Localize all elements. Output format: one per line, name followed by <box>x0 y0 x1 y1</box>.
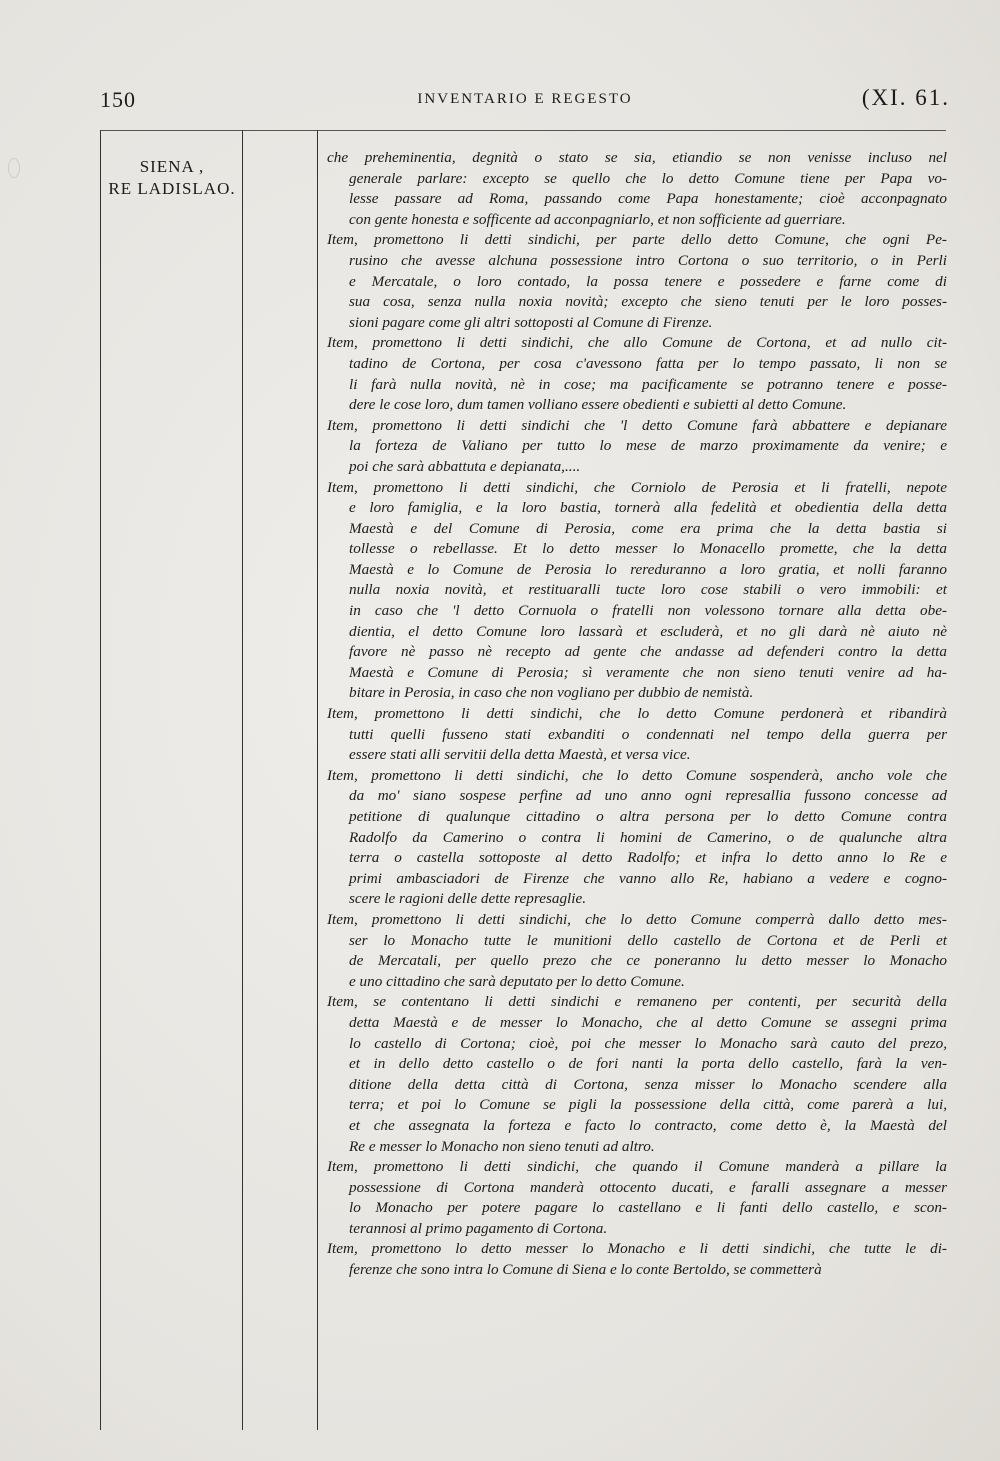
text-line: Re e messer lo Monacho non sieno tenuti ad altro. <box>349 1137 655 1155</box>
text-line: lo Monacho per potere pagare lo castellano e li fanti dello castello, e scon- <box>349 1199 947 1217</box>
page-number: 150 <box>100 87 136 112</box>
text-line: da mo' siano sospese perfine ad uno anno ogni represallia fussono concesse ad <box>349 787 947 805</box>
text-line: Radolfo da Camerino o contra li homini de Camerino, o de qualunche altra <box>349 828 947 846</box>
text-line: rusino che avesse alchuna possessione intro Cortona o suo territorio, o in Perli <box>349 251 947 269</box>
text-line: nulla noxia novità, et restituaralli tucte loro cose stabili o vero immobili: et <box>349 581 947 599</box>
text-line: Maestà e Comune di Perosia; sì veramente che non sieno tenuti venire ad ha- <box>349 663 947 681</box>
text-line: Item, promettono li detti sindichi, che allo Comune de Cortona, et ad nullo cit- <box>327 334 947 352</box>
margin-mark <box>8 158 20 178</box>
text-line: Item, se contentano li detti sindichi e remaneno per contenti, per securità della <box>327 993 947 1011</box>
text-line: Item, promettono li detti sindichi, che quando il Comune manderà a pillare la <box>327 1158 947 1176</box>
text-line: tutti quelli fusseno stati exbanditi o condennati nel tempo della guerra per <box>349 725 947 743</box>
text-line: sua cosa, senza nulla noxia novità; excepto che sieno tenuti per le loro posses- <box>349 293 947 311</box>
text-line: sioni pagare come gli altri sottoposti al Comune di Firenze. <box>349 313 713 331</box>
text-line: Maestà e lo Comune de Perosia lo rereduranno a loro gratia, et nolli faranno <box>349 560 947 578</box>
margin-heading-king: RE LADISLAO. <box>108 179 236 198</box>
text-line: tadino de Cortona, per cosa c'avessono fatta per lo tempo passato, li non se <box>349 354 947 372</box>
column-rule-left <box>100 130 101 1430</box>
text-line: Item, promettono li detti sindichi che 'l detto Comune farà abbattere e depianare <box>327 416 947 434</box>
text-line: et in dello detto castello o de fori nanti la porta dello castello, farà la ven- <box>349 1055 947 1073</box>
text-line: essere stati alli servitii della detta Maestà, et versa vice. <box>349 746 691 764</box>
text-line: et che assegnata la forteza e facto lo contracto, come detto è, la Maestà del <box>349 1116 947 1134</box>
text-line: Item, promettono li detti sindichi, che lo detto Comune comperrà dallo detto mes- <box>327 910 947 928</box>
text-line: ferenze che sono intra lo Comune di Siena e lo conte Bertoldo, se commetterà <box>349 1261 822 1279</box>
page-header <box>100 85 950 115</box>
running-title: INVENTARIO E REGESTO <box>417 91 633 107</box>
text-line: scere le ragioni delle dette represaglie. <box>349 890 587 908</box>
text-line: e uno cittadino che sarà deputato per lo detto Comune. <box>349 972 685 990</box>
text-line: primi ambasciadori de Firenze che vanno allo Re, habiano a vedere e cogno- <box>349 869 947 887</box>
text-line: Maestà e del Comune di Perosia, come era prima che la detta bastia si <box>349 519 947 537</box>
text-line: Item, promettono li detti sindichi, che lo detto Comune perdonerà et ribandirà <box>327 705 947 723</box>
text-line: poi che sarà abbattuta e depianata,.... <box>349 457 581 475</box>
margin-heading-place: SIENA , <box>139 157 205 176</box>
text-line: de Mercatali, per quello prezo che ce poneranno lu detto messer lo Monacho <box>349 952 947 970</box>
text-line: lo castello di Cortona; cioè, poi che messer lo Monacho sarà cauto del prezo, <box>349 1034 947 1052</box>
text-line: la forteza de Valiano per tutto lo mese de marzo proximamente da venire; e <box>349 437 947 455</box>
text-line: generale parlare: excepto se quello che lo detto Comune tiene per Papa vo- <box>349 169 947 187</box>
text-line: dientia, el detto Comune loro lassarà et escluderà, et no gli darà nè aiuto nè <box>349 622 947 640</box>
column-rule-right <box>317 130 318 1430</box>
text-line: terra o castella sottoposte al detto Radolfo; et infra lo detto anno lo Re e <box>349 849 947 867</box>
text-line: possessione di Cortona manderà ottocento ducati, e faralli assegnare a messer <box>349 1178 947 1196</box>
text-line: ser lo Monacho tutte le munitioni dello castello de Cortona et de Perli et <box>349 931 947 949</box>
text-line: Item, promettono li detti sindichi, che lo detto Comune sospenderà, ancho vole che <box>327 766 947 784</box>
text-line: favore nè passo nè recepto ad gente che andasse ad defenderi contro la detta <box>349 643 947 661</box>
text-line: bitare in Perosia, in caso che non vogliano per dubbio de nemistà. <box>349 684 754 702</box>
text-line: Item, promettono li detti sindichi, per parte dello detto Comune, che ogni Pe- <box>327 231 947 249</box>
text-line: detta Maestà e de messer lo Monacho, che al detto Comune se assegni prima <box>349 1013 947 1031</box>
text-line: Item, promettono li detti sindichi, che Corniolo de Perosia et li fratelli, nepote <box>327 478 947 496</box>
text-line: petitione di qualunque cittadino o altra persona per lo detto Comune contra <box>349 808 947 825</box>
document-reference: (XI. 61. <box>861 85 950 110</box>
column-rule-middle <box>242 130 243 1430</box>
text-line: e loro famiglia, e la loro bastia, tornerà alla fedelità et obedientia della detta <box>349 499 947 517</box>
text-line: lesse passare ad Roma, passando come Papa honestamente; cioè acconpagnato <box>349 190 947 208</box>
text-line: con gente honesta e sofficente ad acconpagniarlo, et non sofficiente ad guerriare. <box>349 210 846 228</box>
text-line: Item, promettono lo detto messer lo Monacho e li detti sindichi, che tutte le di- <box>327 1240 947 1258</box>
header-rule <box>100 130 946 131</box>
text-line: li farà nulla novità, nè in cose; ma pacificamente se potranno tenere e posse- <box>349 375 947 393</box>
text-line: terra; et poi lo Comune se pigli la possessione della città, come parerà a lui, <box>349 1096 947 1114</box>
margin-heading <box>104 156 240 200</box>
text-line: e Mercatale, o loro contado, la possa tenere e possedere e farne come di <box>349 272 947 290</box>
text-line: ditione della detta città di Cortona, senza misser lo Monacho scendere alla <box>349 1075 947 1093</box>
text-line: in caso che 'l detto Cornuola o fratelli non volessono tornare alla detta obe- <box>349 602 947 620</box>
body-text <box>327 148 947 1281</box>
text-line: tollesse o rebellasse. Et lo detto messer lo Monacello promette, che la detta <box>349 540 947 558</box>
text-line: dere le cose loro, dum tamen volliano essere obedienti e subietti al detto Comune. <box>349 396 847 414</box>
text-line: terannosi al primo pagamento di Cortona. <box>349 1219 608 1237</box>
text-line: che preheminentia, degnità o stato se sia, etiandio se non venisse incluso nel <box>327 149 947 166</box>
